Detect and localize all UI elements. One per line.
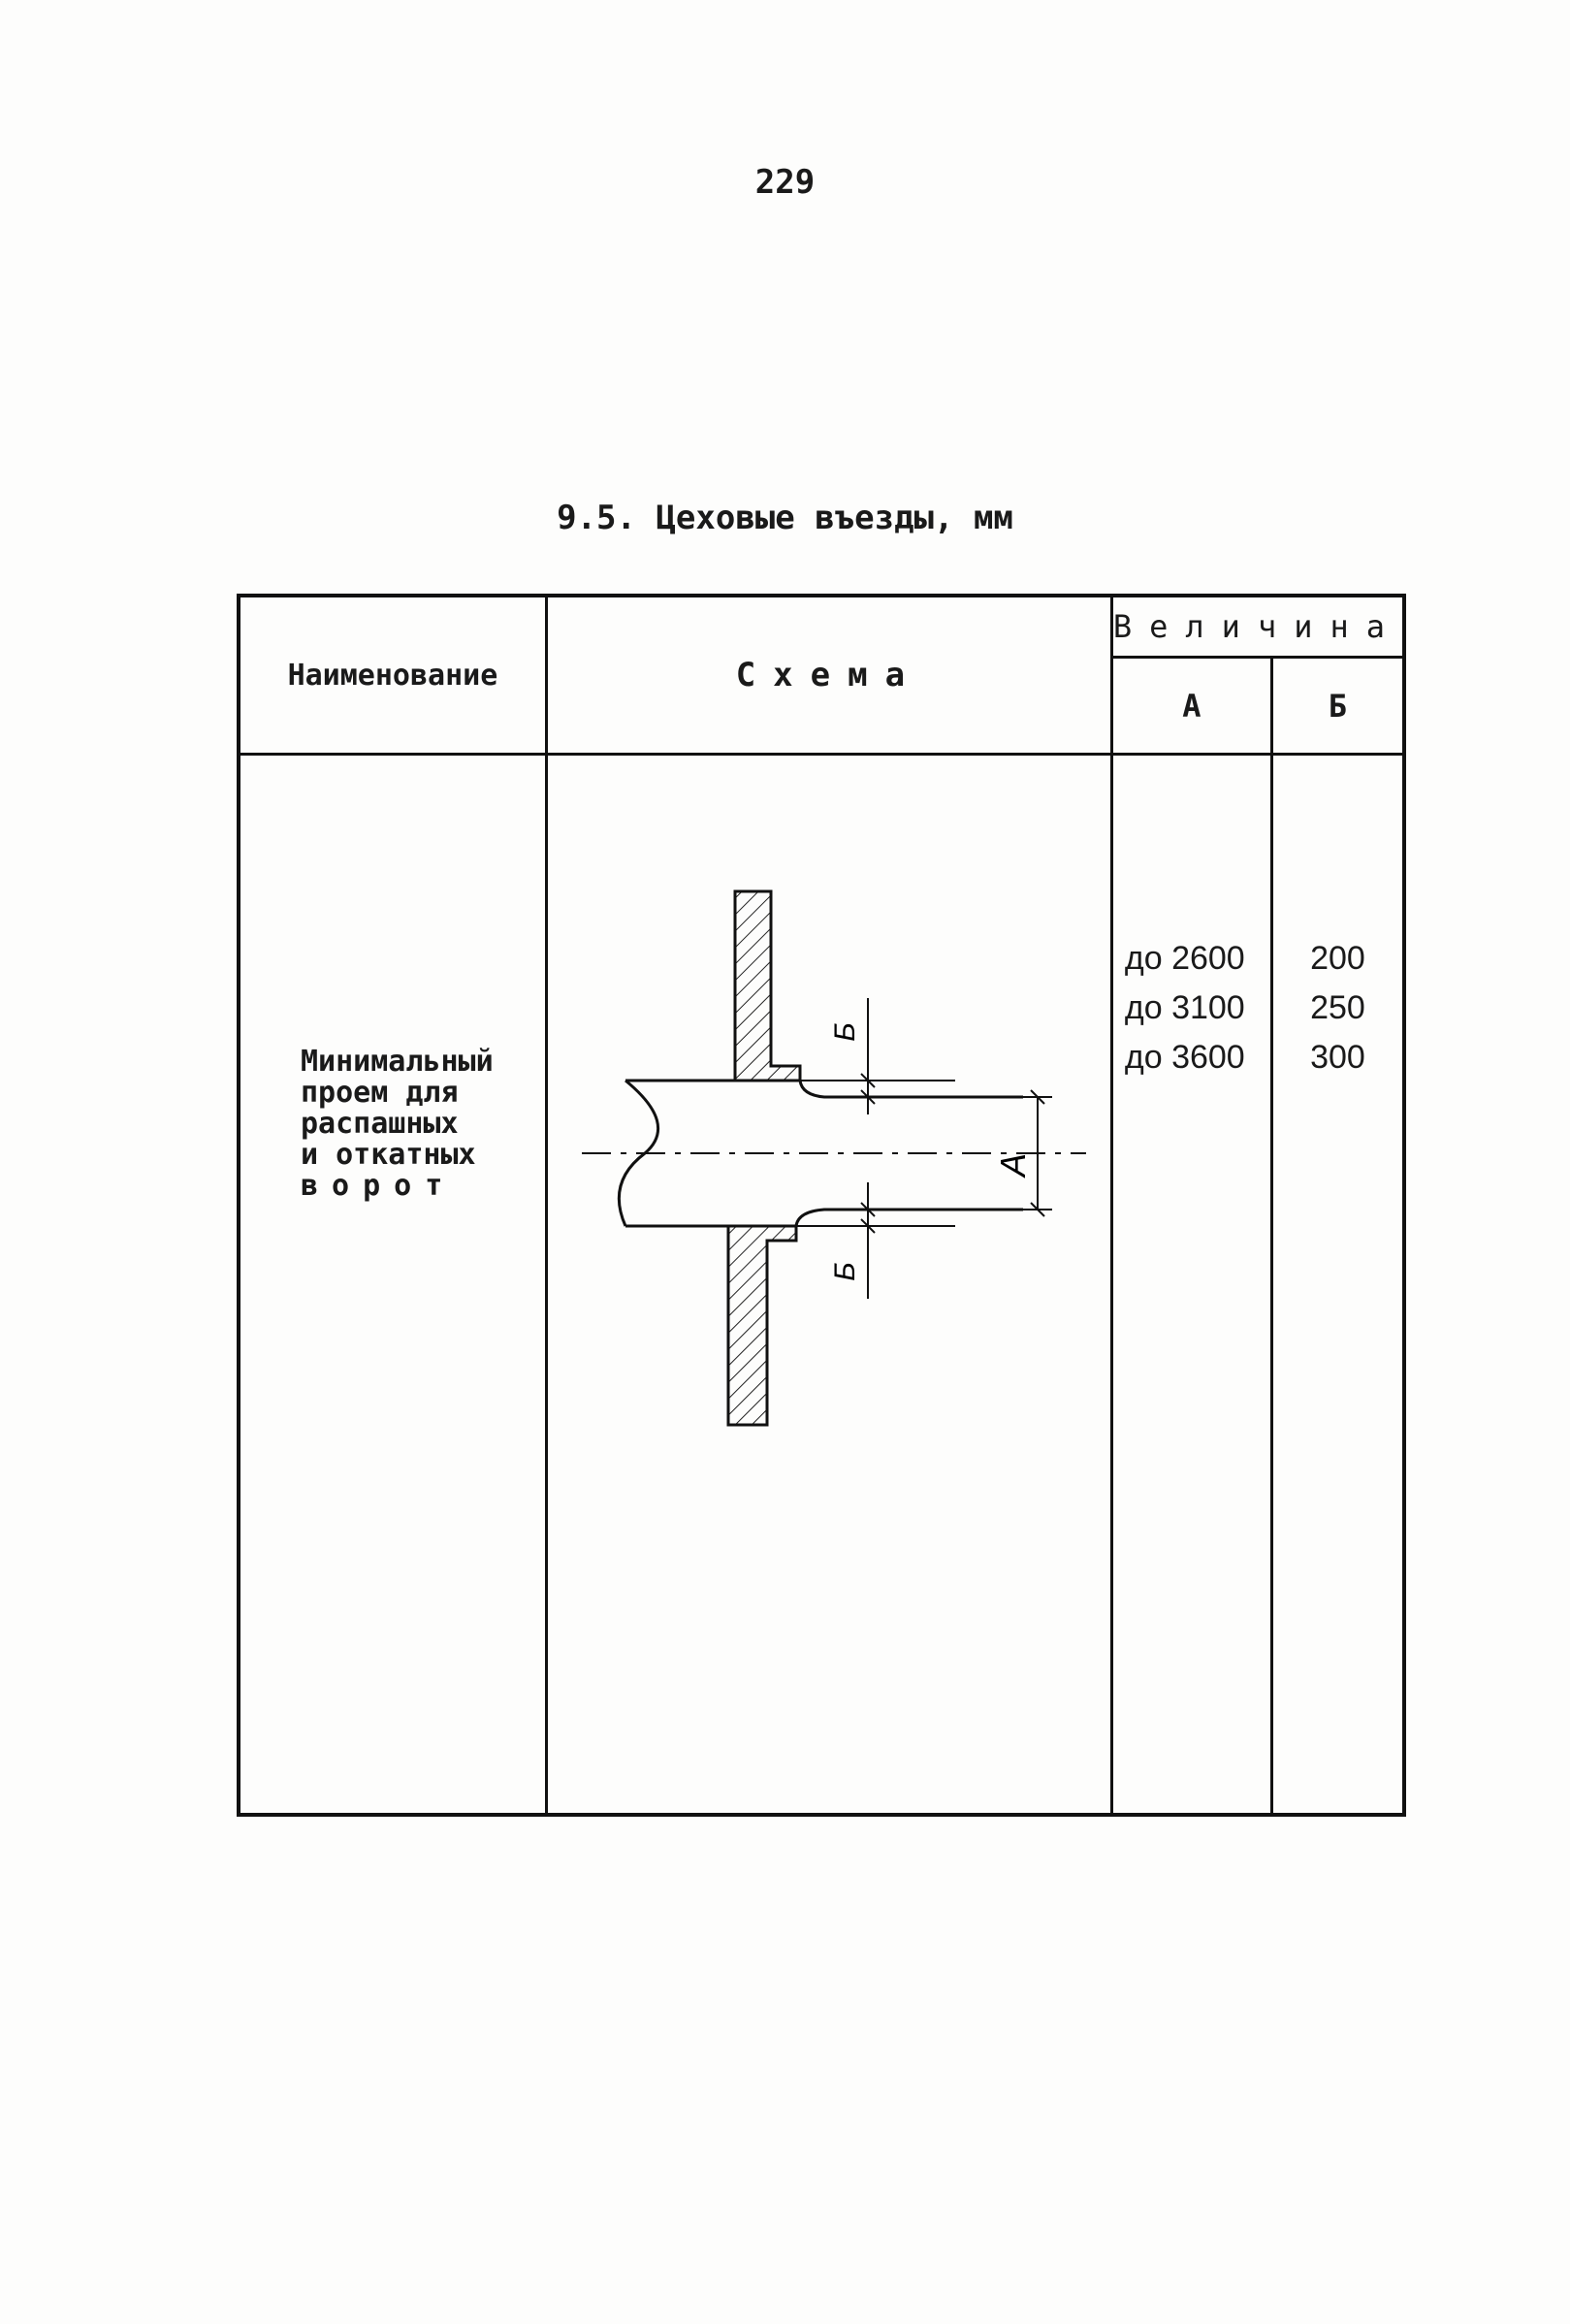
header-schema: Схема: [546, 596, 1111, 755]
doorway-scheme-drawing: [548, 756, 1110, 1522]
row-name-line: Минимальный: [301, 1045, 494, 1079]
row-name-line: проем для: [301, 1076, 459, 1110]
row-name-line: ворот: [301, 1169, 457, 1203]
value-b: 200: [1310, 940, 1365, 977]
schema-cell: [546, 755, 1111, 1816]
value-a: до 3600: [1124, 1039, 1245, 1076]
table-row: [239, 755, 1404, 1816]
value-b: 250: [1310, 989, 1365, 1026]
dim-label-a: А: [992, 1152, 1033, 1178]
header-value: Величина: [1111, 596, 1404, 658]
values-a-cell: [1111, 755, 1271, 1816]
header-row: [239, 596, 1404, 658]
header-col-b: Б: [1271, 658, 1404, 755]
dim-label-b-bottom: Б: [828, 1262, 861, 1281]
row-name-line: и откатных: [301, 1138, 476, 1172]
value-a: до 2600: [1124, 940, 1245, 977]
value-a: до 3100: [1124, 989, 1245, 1026]
values-b-cell: [1271, 755, 1404, 1816]
table-title: 9.5. Цеховые въезды, мм: [557, 499, 1013, 537]
dim-label-b-top: Б: [828, 1022, 861, 1042]
value-b: 300: [1310, 1039, 1365, 1076]
upper-wall: [735, 891, 800, 1081]
header-col-a: А: [1111, 658, 1271, 755]
page-number: 229: [754, 163, 816, 202]
header-name: Наименование: [239, 596, 546, 755]
doorway-table: [237, 594, 1406, 1817]
row-name-line: распашных: [301, 1107, 459, 1141]
lower-wall: [728, 1226, 796, 1425]
dimension-b-bottom: [796, 1182, 955, 1299]
row-name-cell: [239, 755, 546, 1816]
